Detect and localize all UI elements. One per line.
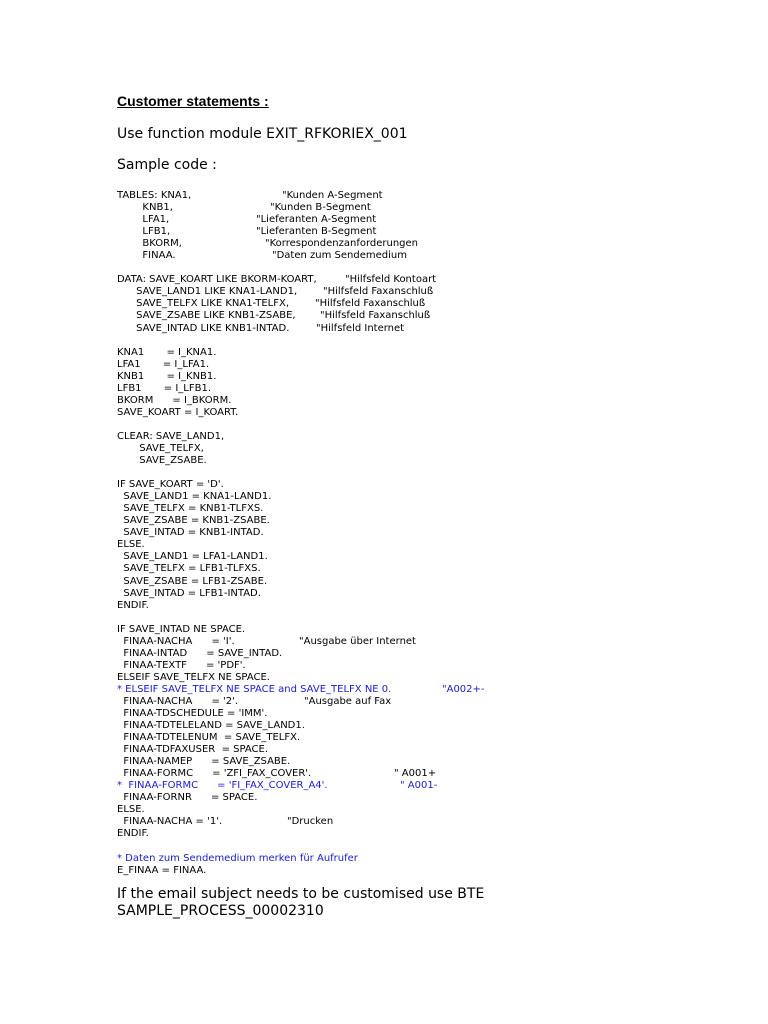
code-statement: SAVE_LAND1 LIKE KNA1-LAND1, xyxy=(117,286,298,298)
code-statement: ENDIF. xyxy=(117,828,149,840)
code-statement: * Daten zum Sendemedium merken für Aufrufer xyxy=(117,852,358,864)
code-statement: ELSEIF SAVE_TELFX NE SPACE. xyxy=(117,671,270,683)
code-statement: FINAA-TDFAXUSER = SPACE. xyxy=(117,744,269,756)
code-statement: SAVE_LAND1 = KNA1-LAND1. xyxy=(117,491,272,503)
code-inline-comment: "A002+- xyxy=(442,683,485,695)
code-statement: LFB1, xyxy=(117,226,171,238)
code-inline-comment: "Drucken xyxy=(287,816,334,828)
code-statement: SAVE_TELFX LIKE KNA1-TELFX, xyxy=(117,298,290,310)
code-statement: IF SAVE_INTAD NE SPACE. xyxy=(117,623,246,635)
sample-label: Sample code : xyxy=(117,157,217,173)
code-statement: SAVE_INTAD LIKE KNB1-INTAD. xyxy=(117,322,290,334)
code-inline-comment: "Korrespondenzanforderungen xyxy=(265,238,419,250)
code-statement: FINAA-INTAD = SAVE_INTAD. xyxy=(117,647,283,659)
code-statement: CLEAR: SAVE_LAND1, xyxy=(117,430,225,442)
code-inline-comment: "Hilfsfeld Faxanschluß xyxy=(323,286,434,298)
code-statement: SAVE_LAND1 = LFA1-LAND1. xyxy=(117,551,268,563)
code-statement: LFA1, xyxy=(117,214,170,226)
code-statement: SAVE_KOART = I_KOART. xyxy=(117,406,239,418)
code-statement: FINAA-NACHA = '2'. xyxy=(117,695,239,707)
code-statement: SAVE_INTAD = KNB1-INTAD. xyxy=(117,527,264,539)
code-statement: FINAA-NACHA = 'I'. xyxy=(117,635,235,647)
code-statement: KNB1, xyxy=(117,202,173,214)
code-statement: KNA1 = I_KNA1. xyxy=(117,346,217,358)
code-statement: SAVE_ZSABE. xyxy=(117,455,207,467)
code-statement: LFA1 = I_LFA1. xyxy=(117,358,210,370)
page-title: Customer statements : xyxy=(117,93,269,109)
code-statement: FINAA-FORNR = SPACE. xyxy=(117,792,258,804)
code-inline-comment: "Hilfsfeld Faxanschluß xyxy=(320,310,431,322)
code-statement: * FINAA-FORMC = 'FI_FAX_COVER_A4'. xyxy=(117,780,328,792)
code-statement: FINAA-TDSCHEDULE = 'IMM'. xyxy=(117,708,268,720)
code-statement: FINAA-NAMEP = SAVE_ZSABE. xyxy=(117,756,291,768)
code-inline-comment: "Ausgabe über Internet xyxy=(299,635,416,647)
footer-note xyxy=(117,886,484,920)
code-statement: FINAA-FORMC = 'ZFI_FAX_COVER'. xyxy=(117,768,312,780)
footer-line-2: SAMPLE_PROCESS_00002310 xyxy=(117,903,324,919)
code-statement: ELSE. xyxy=(117,539,145,551)
code-statement: FINAA-NACHA = '1'. xyxy=(117,816,223,828)
code-inline-comment: "Hilfsfeld Kontoart xyxy=(345,274,437,286)
code-statement: FINAA-TDTELELAND = SAVE_LAND1. xyxy=(117,720,305,732)
code-statement: SAVE_ZSABE = LFB1-ZSABE. xyxy=(117,575,268,587)
code-statement: DATA: SAVE_KOART LIKE BKORM-KOART, xyxy=(117,274,317,286)
code-statement: SAVE_INTAD = LFB1-INTAD. xyxy=(117,587,261,599)
code-statement: SAVE_TELFX = KNB1-TLFXS. xyxy=(117,503,264,515)
code-statement: BKORM, xyxy=(117,238,182,250)
footer-line-1: If the email subject needs to be customised use BTE xyxy=(117,886,485,902)
code-statement: SAVE_ZSABE = KNB1-ZSABE. xyxy=(117,515,270,527)
code-inline-comment: "Lieferanten B-Segment xyxy=(256,226,377,238)
code-statement: BKORM = I_BKORM. xyxy=(117,394,232,406)
code-statement: FINAA-TEXTF = 'PDF'. xyxy=(117,659,246,671)
code-inline-comment: "Lieferanten A-Segment xyxy=(256,214,377,226)
code-inline-comment: "Hilfsfeld Faxanschluß xyxy=(315,298,426,310)
code-statement: SAVE_TELFX = LFB1-TLFXS. xyxy=(117,563,261,575)
code-statement: E_FINAA = FINAA. xyxy=(117,864,207,876)
code-statement: FINAA-TDTELENUM = SAVE_TELFX. xyxy=(117,732,301,744)
code-statement: ENDIF. xyxy=(117,599,149,611)
code-statement: LFB1 = I_LFB1. xyxy=(117,382,212,394)
code-inline-comment: " A001+ xyxy=(394,768,437,780)
code-inline-comment: "Daten zum Sendemedium xyxy=(272,250,407,262)
code-inline-comment: "Kunden B-Segment xyxy=(270,202,371,214)
code-inline-comment: "Kunden A-Segment xyxy=(282,190,383,201)
code-statement: * ELSEIF SAVE_TELFX NE SPACE and SAVE_TELFX NE 0. xyxy=(117,683,392,695)
code-inline-comment: " A001- xyxy=(400,780,438,792)
code-statement: ELSE. xyxy=(117,804,145,816)
code-inline-comment: "Ausgabe auf Fax xyxy=(304,695,392,707)
code-inline-comment: "Hilfsfeld Internet xyxy=(316,322,405,334)
code-statement: FINAA. xyxy=(117,250,176,262)
code-statement: KNB1 = I_KNB1. xyxy=(117,370,217,382)
code-statement: TABLES: KNA1, xyxy=(117,190,192,201)
code-statement: SAVE_ZSABE LIKE KNB1-ZSABE, xyxy=(117,310,296,322)
code-statement: IF SAVE_KOART = 'D'. xyxy=(117,479,224,491)
code-statement: SAVE_TELFX, xyxy=(117,442,204,454)
intro-text: Use function module EXIT_RFKORIEX_001 xyxy=(117,126,408,142)
